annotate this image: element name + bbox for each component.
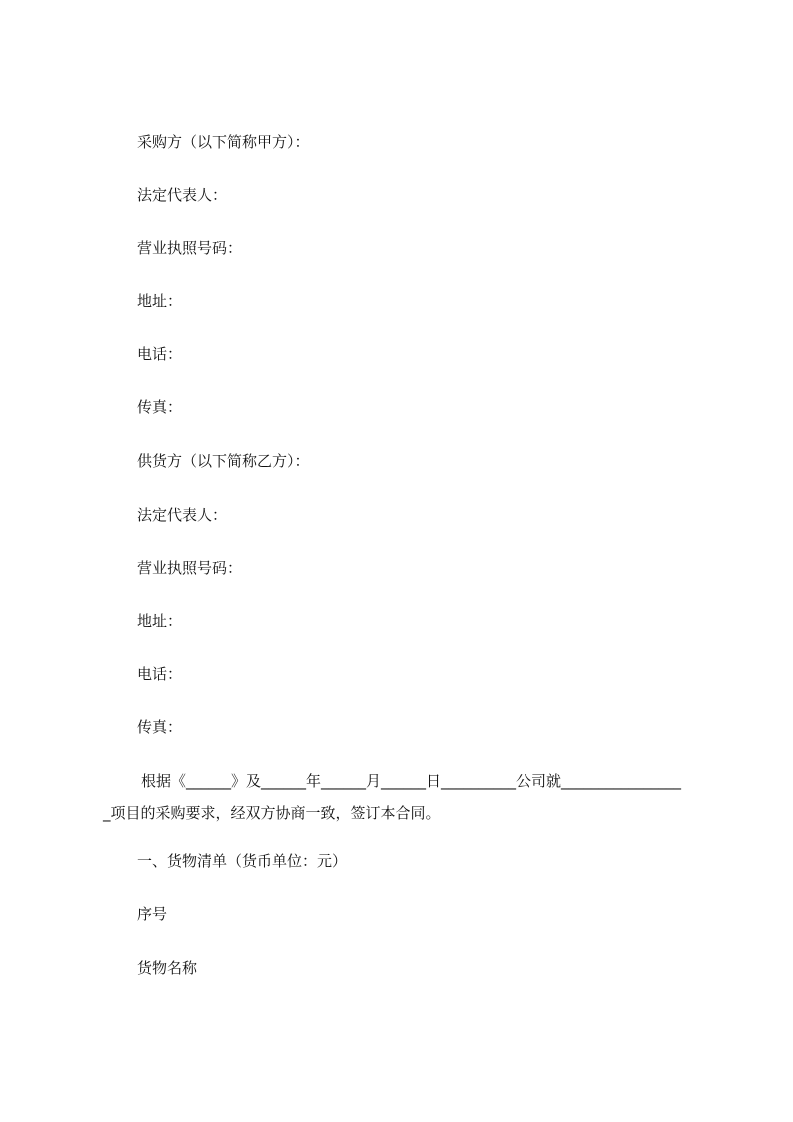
supplier-phone: 电话： (137, 665, 183, 683)
supplier-fax: 传真： (137, 718, 183, 736)
supplier-license-number: 营业执照号码： (137, 559, 243, 577)
buyer-legal-representative: 法定代表人： (137, 186, 228, 204)
supplier-heading: 供货方（以下简称乙方）： (137, 452, 310, 470)
buyer-fax: 传真： (137, 398, 183, 416)
table-label-goods-name: 货物名称 (137, 959, 198, 977)
supplier-address: 地址： (137, 612, 183, 630)
buyer-heading: 采购方（以下简称甲方）： (137, 133, 310, 151)
contract-intro-line-2: _项目的采购要求，经双方协商一致，签订本合同。 (103, 804, 441, 822)
supplier-legal-representative: 法定代表人： (137, 506, 228, 524)
goods-list-section-title: 一、货物清单（货币单位：元） (137, 852, 348, 870)
buyer-phone: 电话： (137, 345, 183, 363)
buyer-license-number: 营业执照号码： (137, 239, 243, 257)
buyer-address: 地址： (137, 292, 183, 310)
table-label-serial-number: 序号 (137, 905, 168, 923)
contract-intro-line-1: 根据《______》及______年______月______日__________公司就________________ (141, 772, 682, 790)
